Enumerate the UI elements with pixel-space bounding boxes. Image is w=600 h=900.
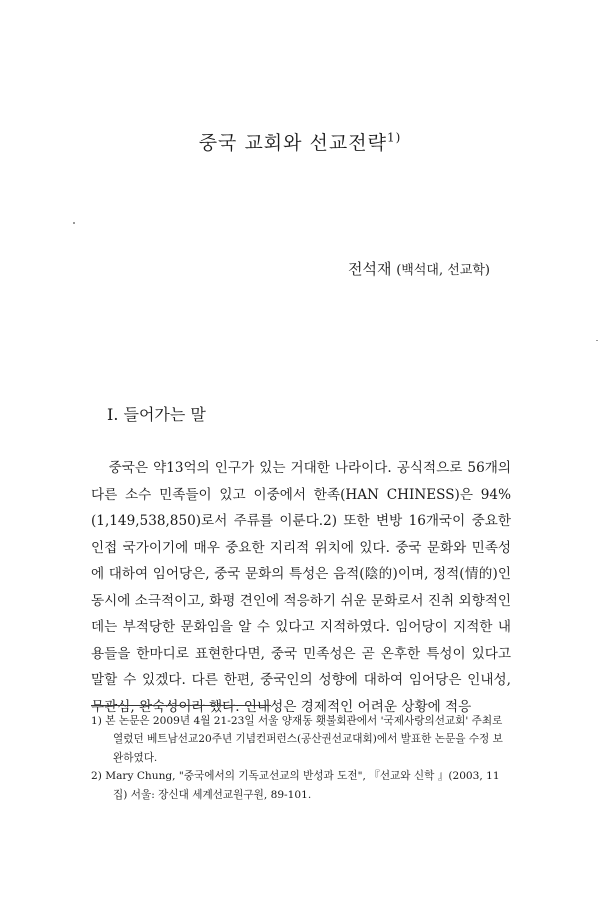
section-heading: I. 들어가는 말 bbox=[107, 405, 206, 424]
author-line bbox=[348, 258, 490, 279]
author-affiliation: (백석대, 선교학) bbox=[396, 263, 490, 278]
body-paragraph: 중국은 약13억의 인구가 있는 거대한 나라이다. 공식적으로 56개의 다른 소수 민족들이 있고 이중에서 한족(HAN CHINESS)은 94% (1,149,538,850)로서 주류를 이룬다.2) 또한 변방 16개국이 중요한 인접 국가이기에 매우 중요한 지리적 위치에 있다. 중국 문화와 민족성에 대하여 임어당은, 중국 문화의 특성은 음적(陰的)이며, 정적(情的)인 동시에 소극적이고, 화평 견인에 적응하기 쉬운 문화로서 진취 외향적인데는 부적당한 문화임을 알 수 있다고 지적하였다. 임어당이 지적한 내용들을 한마디로 표현한다면, 중국 민족성은 곧 온후한 특성이 있다고 말할 수 있겠다. 다른 한편, 중국인의 성향에 대하여 임어당은 인내성, 무관심, 완숙성이라 했다. 인내성은 경제적인 어려운 상황에 적응 bbox=[91, 460, 511, 715]
author-name: 전석재 bbox=[347, 260, 392, 278]
footnotes bbox=[91, 712, 511, 804]
paper-title bbox=[0, 128, 600, 155]
title-footnote-ref: 1) bbox=[386, 130, 402, 145]
title-text: 중국 교회와 선교전략 bbox=[198, 132, 387, 154]
body-text bbox=[91, 455, 511, 720]
footnote-divider bbox=[91, 705, 271, 706]
footnote-2: 2) Mary Chung, "중국에서의 기독교선교의 반성과 도전", 『선교와 신학 』(2003, 11집) 서울: 장신대 세계선교원구원, 89-101. bbox=[91, 770, 500, 801]
scan-speck bbox=[596, 340, 598, 341]
footnote-1: 1) 본 논문은 2009년 4월 21-23일 서울 양재동 횃불회관에서 '국제사랑의선교회' 주최로 열렸던 베트남선교20주년 기념컨퍼런스(공산권선교대회)에서 발표한 논문을 수정 보완하였다. bbox=[91, 715, 503, 764]
scan-speck bbox=[73, 222, 75, 224]
